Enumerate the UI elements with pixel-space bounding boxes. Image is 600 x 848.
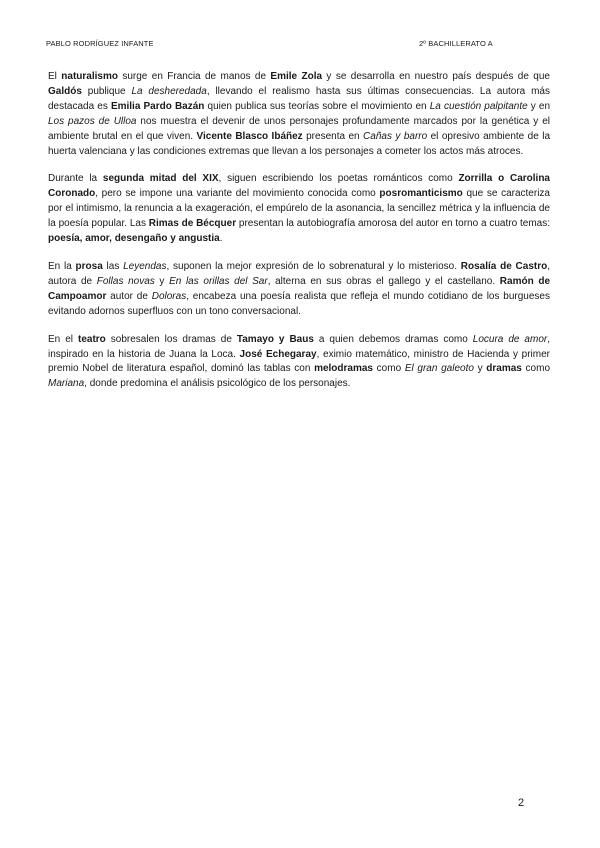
bold-text: Emile Zola [270,71,323,82]
text-run: , encabeza una poesía realista que refleja el mundo cotidiano de los burgueses evitando adornos superfluos con un tono conversacional. [48,290,550,317]
bold-text: Ramón de Campoamor [48,275,551,302]
text-run: , siguen escribiendo los poetas románticos como [218,173,459,185]
italic-title: Follas novas [96,275,155,287]
text-run: , donde predomina el análisis psicológico de los personajes. [84,378,351,390]
bold-text: poesía, amor, desengaño y angustia [48,233,220,245]
bold-text: dramas [486,363,522,375]
text-run: como [373,363,405,375]
text-run: , suponen la mejor expresión de lo sobrenatural y lo misterioso. [166,260,461,272]
bold-text: teatro [77,333,106,345]
text-run: y [154,275,170,287]
italic-title: Cañas y barro [363,130,428,142]
bold-text: prosa [75,260,103,272]
paragraph-naturalismo [48,70,550,159]
bold-text: Rimas de Bécquer [148,218,237,230]
text-run: y se desarrolla en nuestro país después de que [322,71,550,82]
text-run: surge en Francia de manos de [117,71,271,82]
text-run: sobresalen los dramas de [105,333,237,345]
text-run: publique [81,85,132,97]
paragraph-teatro [48,333,550,393]
italic-title: Locura de amor [472,333,548,345]
bold-text: melodramas [314,363,373,375]
text-run: que se caracteriza por el intimismo, la renuncia a la exageración, el empúrelo de la asonancia, la sencillez métrica y la influencia de la poesía popular. Las [48,188,550,230]
text-run: , eximio matemático, ministro de Hacienda y primer premio Nobel de literatura español, dominó las tablas con [48,348,550,375]
text-run: y en [527,100,551,112]
paragraph-prosa [48,260,550,320]
text-run: . [219,233,223,245]
bold-text: Zorrilla o Carolina Coronado [48,173,550,200]
italic-title: La desheredada [131,85,207,97]
text-run: y [473,363,487,375]
page-number: 2 [518,797,525,809]
text-run: presenta en [302,130,364,142]
bold-text: naturalismo [61,71,118,82]
italic-title: En las orillas del Sar [169,275,268,287]
text-run: , llevando el realismo hasta sus últimas consecuencias. La autora más destacada es [48,85,550,112]
text-run: las [102,260,124,272]
text-run: Durante la [48,173,103,185]
paragraph-posromanticismo [48,172,550,247]
header-author: PABLO RODRÍGUEZ INFANTE [46,39,154,48]
text-run: nos muestra el devenir de unos personajes profundamente marcados por la genética y el ambiente brutal en el que viven. [48,115,550,142]
text-run: como [521,363,551,375]
text-run: El [48,71,62,82]
italic-title: La cuestión palpitante [429,100,528,112]
bold-text: Emilia Pardo Bazán [110,100,205,112]
text-run: el opresivo ambiente de la huerta valenciana y las condiciones extremas que llevan a los personajes a cometer los actos más atroces. [48,130,551,157]
bold-text: posromanticismo [379,188,463,200]
bold-text: Vicente Blasco Ibáñez [196,130,303,142]
text-run: , autora de [48,260,551,287]
bold-text: José Echegaray [239,348,317,360]
bold-text: Tamayo y Baus [236,333,314,345]
italic-title: Leyendas [123,260,167,272]
bold-text: Rosalía de Castro [460,260,548,272]
text-run: , alterna en sus obras el gallego y el castellano. [267,275,500,287]
bold-text: segunda mitad del XIX [102,173,219,185]
header-course: 2º BACHILLERATO A [419,39,493,48]
text-run: En el [48,333,78,345]
text-run: presentan la autobiografía amorosa del autor en torno a cuatro temas: [236,218,550,230]
bold-text: Galdós [48,85,82,97]
text-run: quien publica sus teorías sobre el movimiento en [204,100,430,112]
italic-title: Doloras [151,290,187,302]
text-run: , inspirado en la historia de Juana la Loca. [48,333,550,360]
text-run: a quien debemos dramas como [313,333,473,345]
italic-title: Los pazos de Ulloa [48,115,137,127]
text-run: En la [48,260,76,272]
document-body [48,70,550,405]
text-run: , pero se impone una variante del movimiento conocida como [95,188,380,200]
italic-title: El gran galeoto [404,363,474,375]
italic-title: Mariana [48,378,85,390]
text-run: autor de [106,290,152,302]
